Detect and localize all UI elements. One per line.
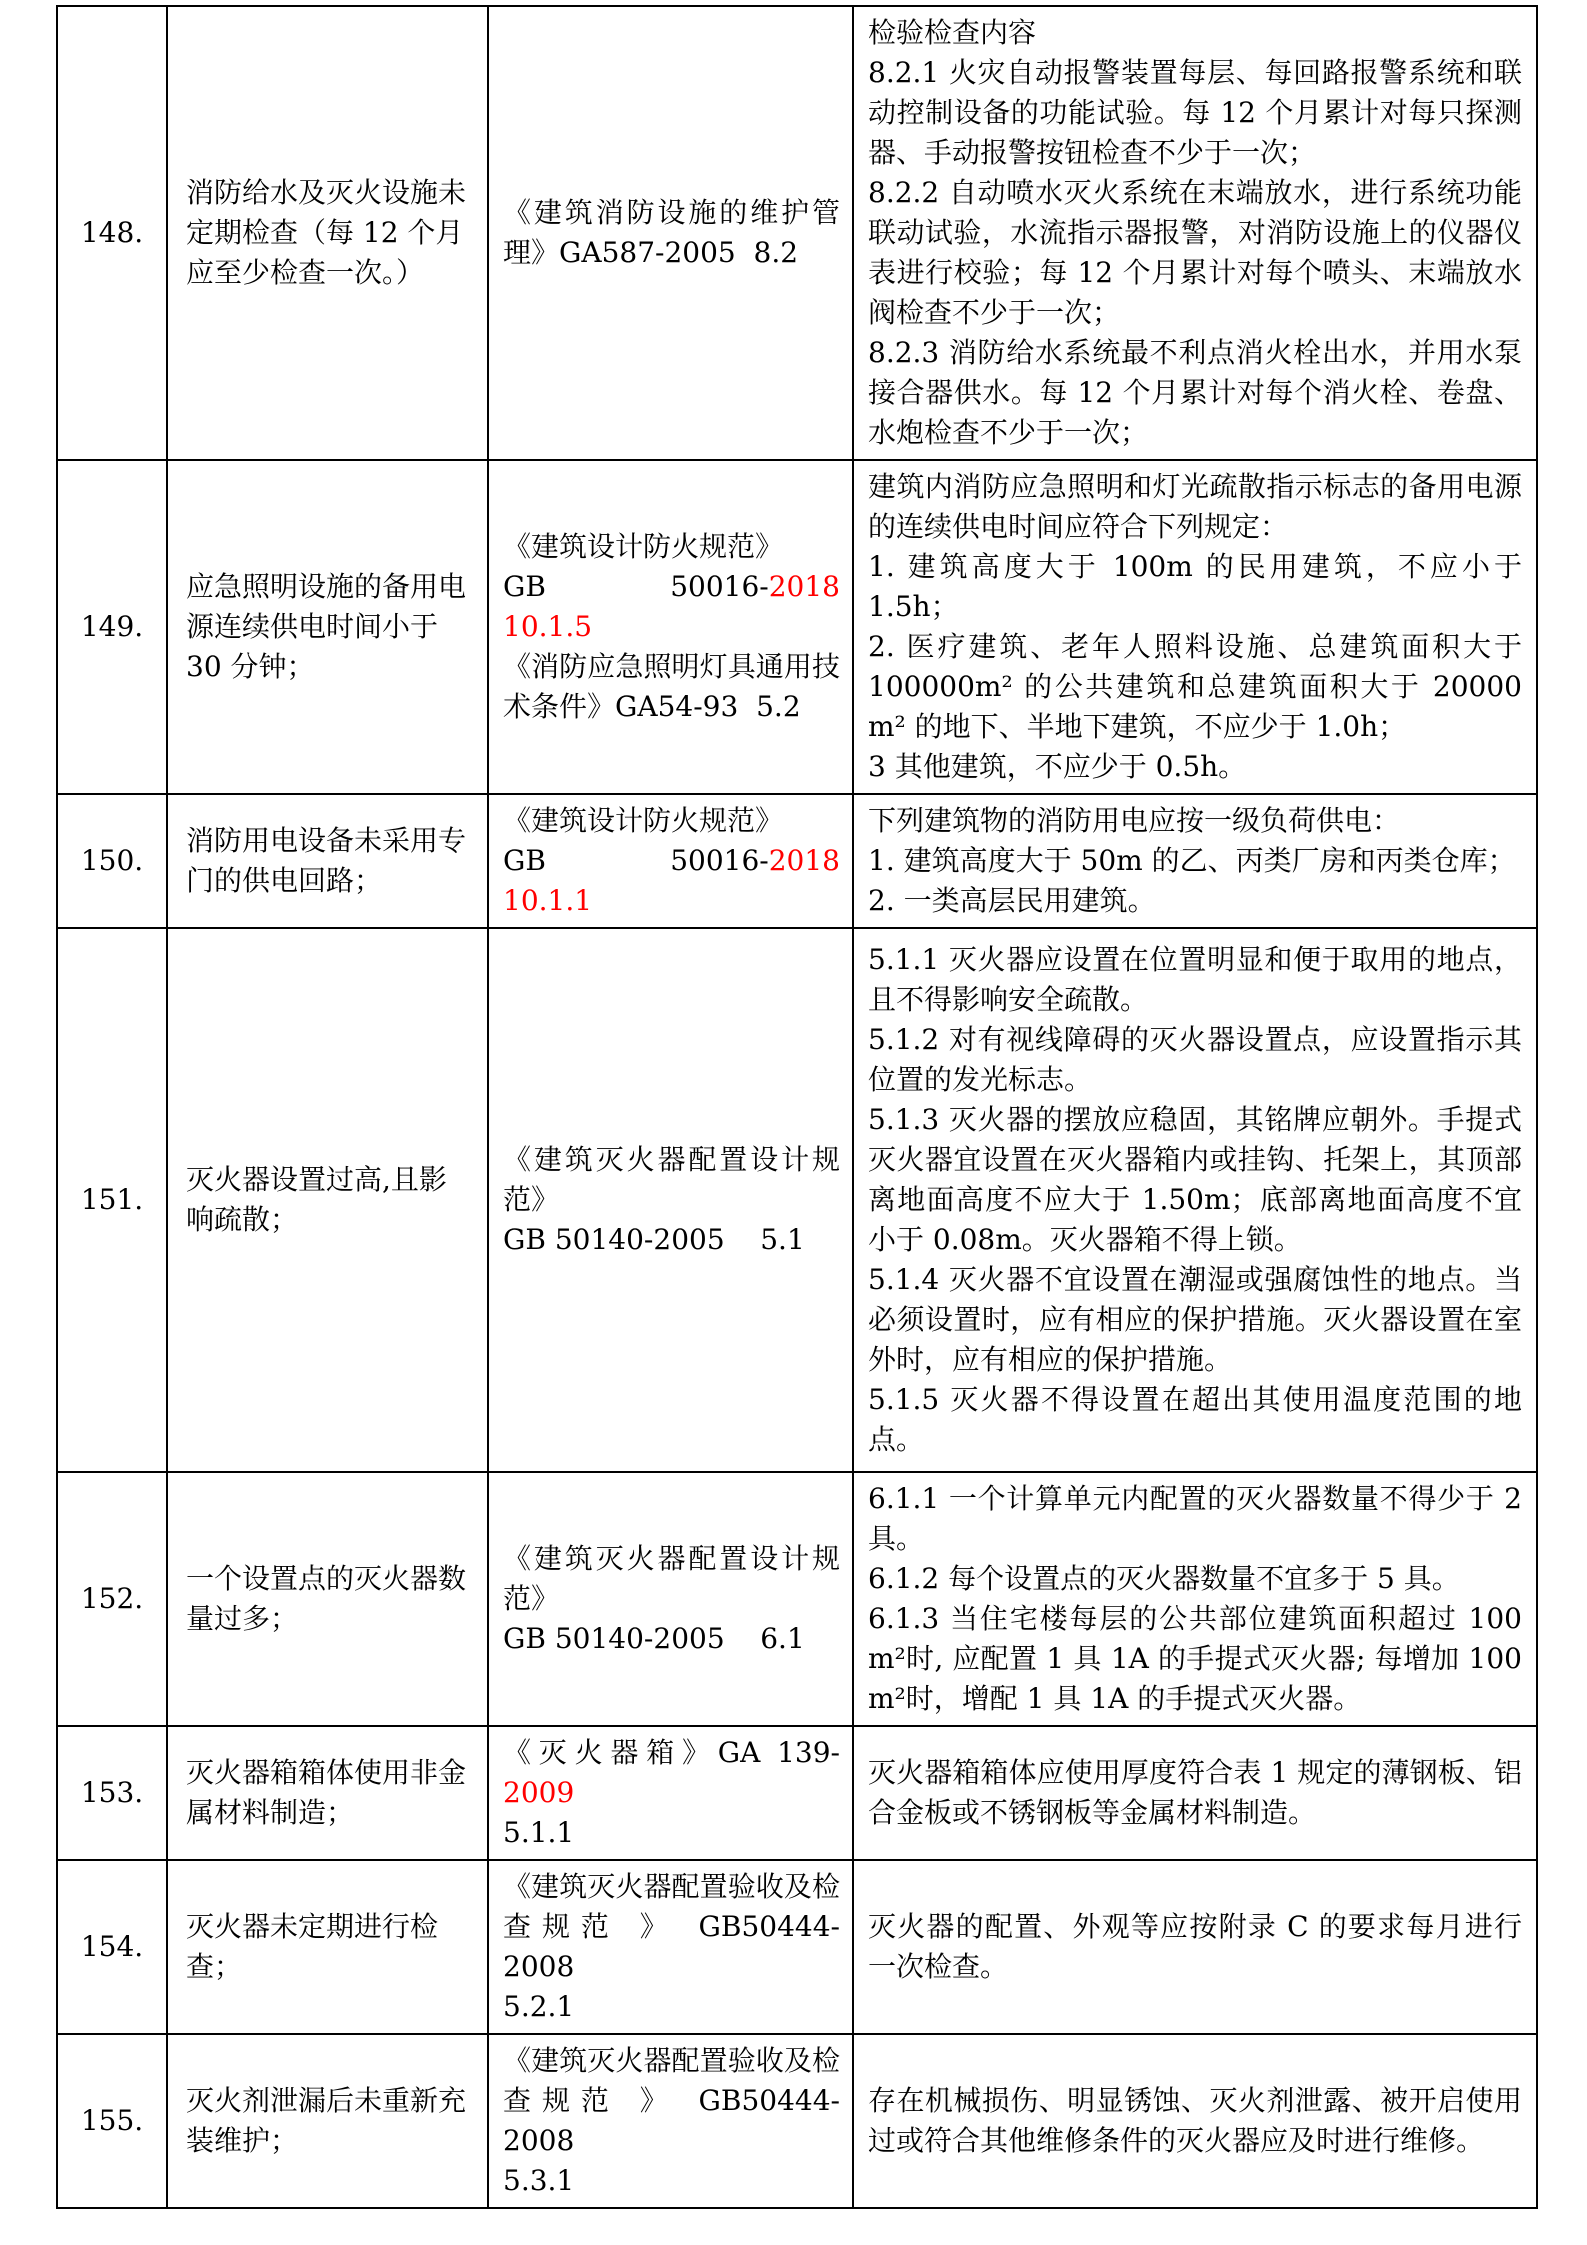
inspection-content-cell	[853, 2034, 1537, 2208]
inspection-content-paragraph: 2. 医疗建筑、老年人照料设施、总建筑面积大于 100000m² 的公共建筑和总建筑面积大于 20000 m² 的地下、半地下建筑，不应少于 1.0h；	[868, 630, 1522, 743]
regulation-reference-cell	[488, 1472, 853, 1726]
regulation-reference-line: 5.1.1	[503, 1816, 575, 1849]
regulation-reference-line: 《建筑消防设施的维护管理》GA587-2005 8.2	[503, 196, 840, 269]
regulation-reference-line: GB 50140-2005 6.1	[503, 1622, 805, 1655]
regulation-reference-line: 《建筑灭火器配置设计规范》	[503, 1542, 840, 1615]
inspection-content-cell	[853, 1472, 1537, 1726]
regulation-reference-cell	[488, 794, 853, 928]
inspection-content-paragraph: 6.1.2 每个设置点的灭火器数量不宜多于 5 具。	[868, 1562, 1460, 1595]
inspection-content-paragraph: 灭火器箱箱体应使用厚度符合表 1 规定的薄钢板、铝合金板或不锈钢板等金属材料制造。	[868, 1756, 1522, 1829]
inspection-content-paragraph: 8.2.1 火灾自动报警装置每层、每回路报警系统和联动控制设备的功能试验。每 12 个月累计对每只探测器、手动报警按钮检查不少于一次；	[868, 56, 1522, 169]
table-row	[57, 2034, 1537, 2208]
regulation-reference-line: 《消防应急照明灯具通用技术条件》GA54-93 5.2	[503, 650, 840, 723]
regulation-reference-line: 《建筑灭火器配置验收及检查规范 》 GB50444-2008	[503, 2044, 840, 2157]
fire-safety-regulations-table	[56, 5, 1538, 2209]
inspection-content-paragraph: 1. 建筑高度大于 100m 的民用建筑，不应小于 1.5h；	[868, 550, 1522, 623]
inspection-content-paragraph: 检验检查内容	[868, 16, 1037, 49]
table-row	[57, 1472, 1537, 1726]
violation-description-cell: 消防用电设备未采用专门的供电回路；	[167, 794, 488, 928]
row-number-cell: 155.	[57, 2034, 167, 2208]
row-number-cell: 151.	[57, 928, 167, 1472]
table-row	[57, 1860, 1537, 2034]
inspection-content-paragraph: 5.1.1 灭火器应设置在位置明显和便于取用的地点，且不得影响安全疏散。	[868, 943, 1522, 1016]
regulation-reference-line: 《建筑设计防火规范》	[503, 804, 784, 837]
regulation-reference-line: 《建筑设计防火规范》	[503, 530, 784, 563]
regulation-reference-cell	[488, 460, 853, 794]
inspection-content-paragraph: 5.1.4 灭火器不宜设置在潮湿或强腐蚀性的地点。当必须设置时，应有相应的保护措施。灭火器设置在室外时，应有相应的保护措施。	[868, 1263, 1522, 1376]
inspection-content-paragraph: 6.1.3 当住宅楼每层的公共部位建筑面积超过 100 m²时, 应配置 1 具 1A 的手提式灭火器; 每增加 100 m²时，增配 1 具 1A 的手提式灭火器。	[868, 1602, 1522, 1715]
inspection-content-paragraph: 3 其他建筑，不应少于 0.5h。	[868, 750, 1247, 783]
inspection-content-cell	[853, 794, 1537, 928]
row-number-cell: 153.	[57, 1726, 167, 1860]
inspection-content-cell	[853, 460, 1537, 794]
table-row	[57, 794, 1537, 928]
inspection-content-paragraph: 2. 一类高层民用建筑。	[868, 884, 1156, 917]
regulation-reference-cell	[488, 6, 853, 460]
inspection-content-paragraph: 建筑内消防应急照明和灯光疏散指示标志的备用电源的连续供电时间应符合下列规定：	[868, 470, 1522, 543]
inspection-content-paragraph: 5.1.2 对有视线障碍的灭火器设置点，应设置指示其位置的发光标志。	[868, 1023, 1522, 1096]
table-row	[57, 1726, 1537, 1860]
violation-description-cell: 灭火器箱箱体使用非金属材料制造；	[167, 1726, 488, 1860]
regulation-reference-line: 《建筑灭火器配置设计规范》	[503, 1143, 840, 1216]
regulation-reference-line: 5.2.1	[503, 1990, 575, 2023]
violation-description-cell: 灭火剂泄漏后未重新充装维护；	[167, 2034, 488, 2208]
inspection-content-paragraph: 存在机械损伤、明显锈蚀、灭火剂泄露、被开启使用过或符合其他维修条件的灭火器应及时进行维修。	[868, 2084, 1522, 2157]
regulation-reference-cell	[488, 1726, 853, 1860]
inspection-content-paragraph: 6.1.1 一个计算单元内配置的灭火器数量不得少于 2 具。	[868, 1482, 1522, 1555]
table-row	[57, 460, 1537, 794]
inspection-content-paragraph: 1. 建筑高度大于 50m 的乙、丙类厂房和丙类仓库；	[868, 844, 1516, 877]
row-number-cell: 154.	[57, 1860, 167, 2034]
row-number-cell: 150.	[57, 794, 167, 928]
regulation-reference-line: 《灭火器箱》GA 139-2009	[503, 1736, 840, 1809]
inspection-content-paragraph: 8.2.3 消防给水系统最不利点消火栓出水，并用水泵接合器供水。每 12 个月累计对每个消火栓、卷盘、水炮检查不少于一次；	[868, 336, 1522, 449]
row-number-cell: 152.	[57, 1472, 167, 1726]
regulation-reference-cell	[488, 1860, 853, 2034]
table-row	[57, 6, 1537, 460]
inspection-content-cell	[853, 1860, 1537, 2034]
violation-description-cell: 灭火器未定期进行检查；	[167, 1860, 488, 2034]
regulation-reference-line: 《建筑灭火器配置验收及检查规范 》 GB50444-2008	[503, 1870, 840, 1983]
regulation-reference-line: GB 50140-2005 5.1	[503, 1223, 805, 1256]
row-number-cell: 149.	[57, 460, 167, 794]
inspection-content-cell	[853, 928, 1537, 1472]
regulation-reference-line: GB 50016-2018 10.1.5	[503, 570, 840, 643]
inspection-content-paragraph: 灭火器的配置、外观等应按附录 C 的要求每月进行一次检查。	[868, 1910, 1522, 1983]
regulation-reference-cell	[488, 2034, 853, 2208]
inspection-content-paragraph: 下列建筑物的消防用电应按一级负荷供电：	[868, 804, 1401, 837]
table-row	[57, 928, 1537, 1472]
regulation-reference-cell	[488, 928, 853, 1472]
regulation-reference-line: GB 50016-2018 10.1.1	[503, 844, 840, 917]
regulation-reference-line: 5.3.1	[503, 2164, 575, 2197]
violation-description-cell: 应急照明设施的备用电源连续供电时间小于 30 分钟；	[167, 460, 488, 794]
inspection-content-paragraph: 8.2.2 自动喷水灭火系统在末端放水，进行系统功能联动试验，水流指示器报警，对消防设施上的仪器仪表进行校验；每 12 个月累计对每个喷头、末端放水阀检查不少于一次；	[868, 176, 1522, 329]
inspection-content-paragraph: 5.1.3 灭火器的摆放应稳固，其铭牌应朝外。手提式灭火器宜设置在灭火器箱内或挂钩、托架上，其顶部离地面高度不应大于 1.50m；底部离地面高度不宜小于 0.08m。灭火器箱不得上锁。	[868, 1103, 1522, 1256]
rules-table-body	[57, 6, 1537, 2208]
row-number-cell: 148.	[57, 6, 167, 460]
violation-description-cell: 灭火器设置过高,且影响疏散；	[167, 928, 488, 1472]
violation-description-cell: 一个设置点的灭火器数量过多；	[167, 1472, 488, 1726]
inspection-content-paragraph: 5.1.5 灭火器不得设置在超出其使用温度范围的地点。	[868, 1383, 1522, 1456]
inspection-content-cell	[853, 1726, 1537, 1860]
violation-description-cell: 消防给水及灭火设施未定期检查（每 12 个月应至少检查一次。）	[167, 6, 488, 460]
inspection-content-cell	[853, 6, 1537, 460]
